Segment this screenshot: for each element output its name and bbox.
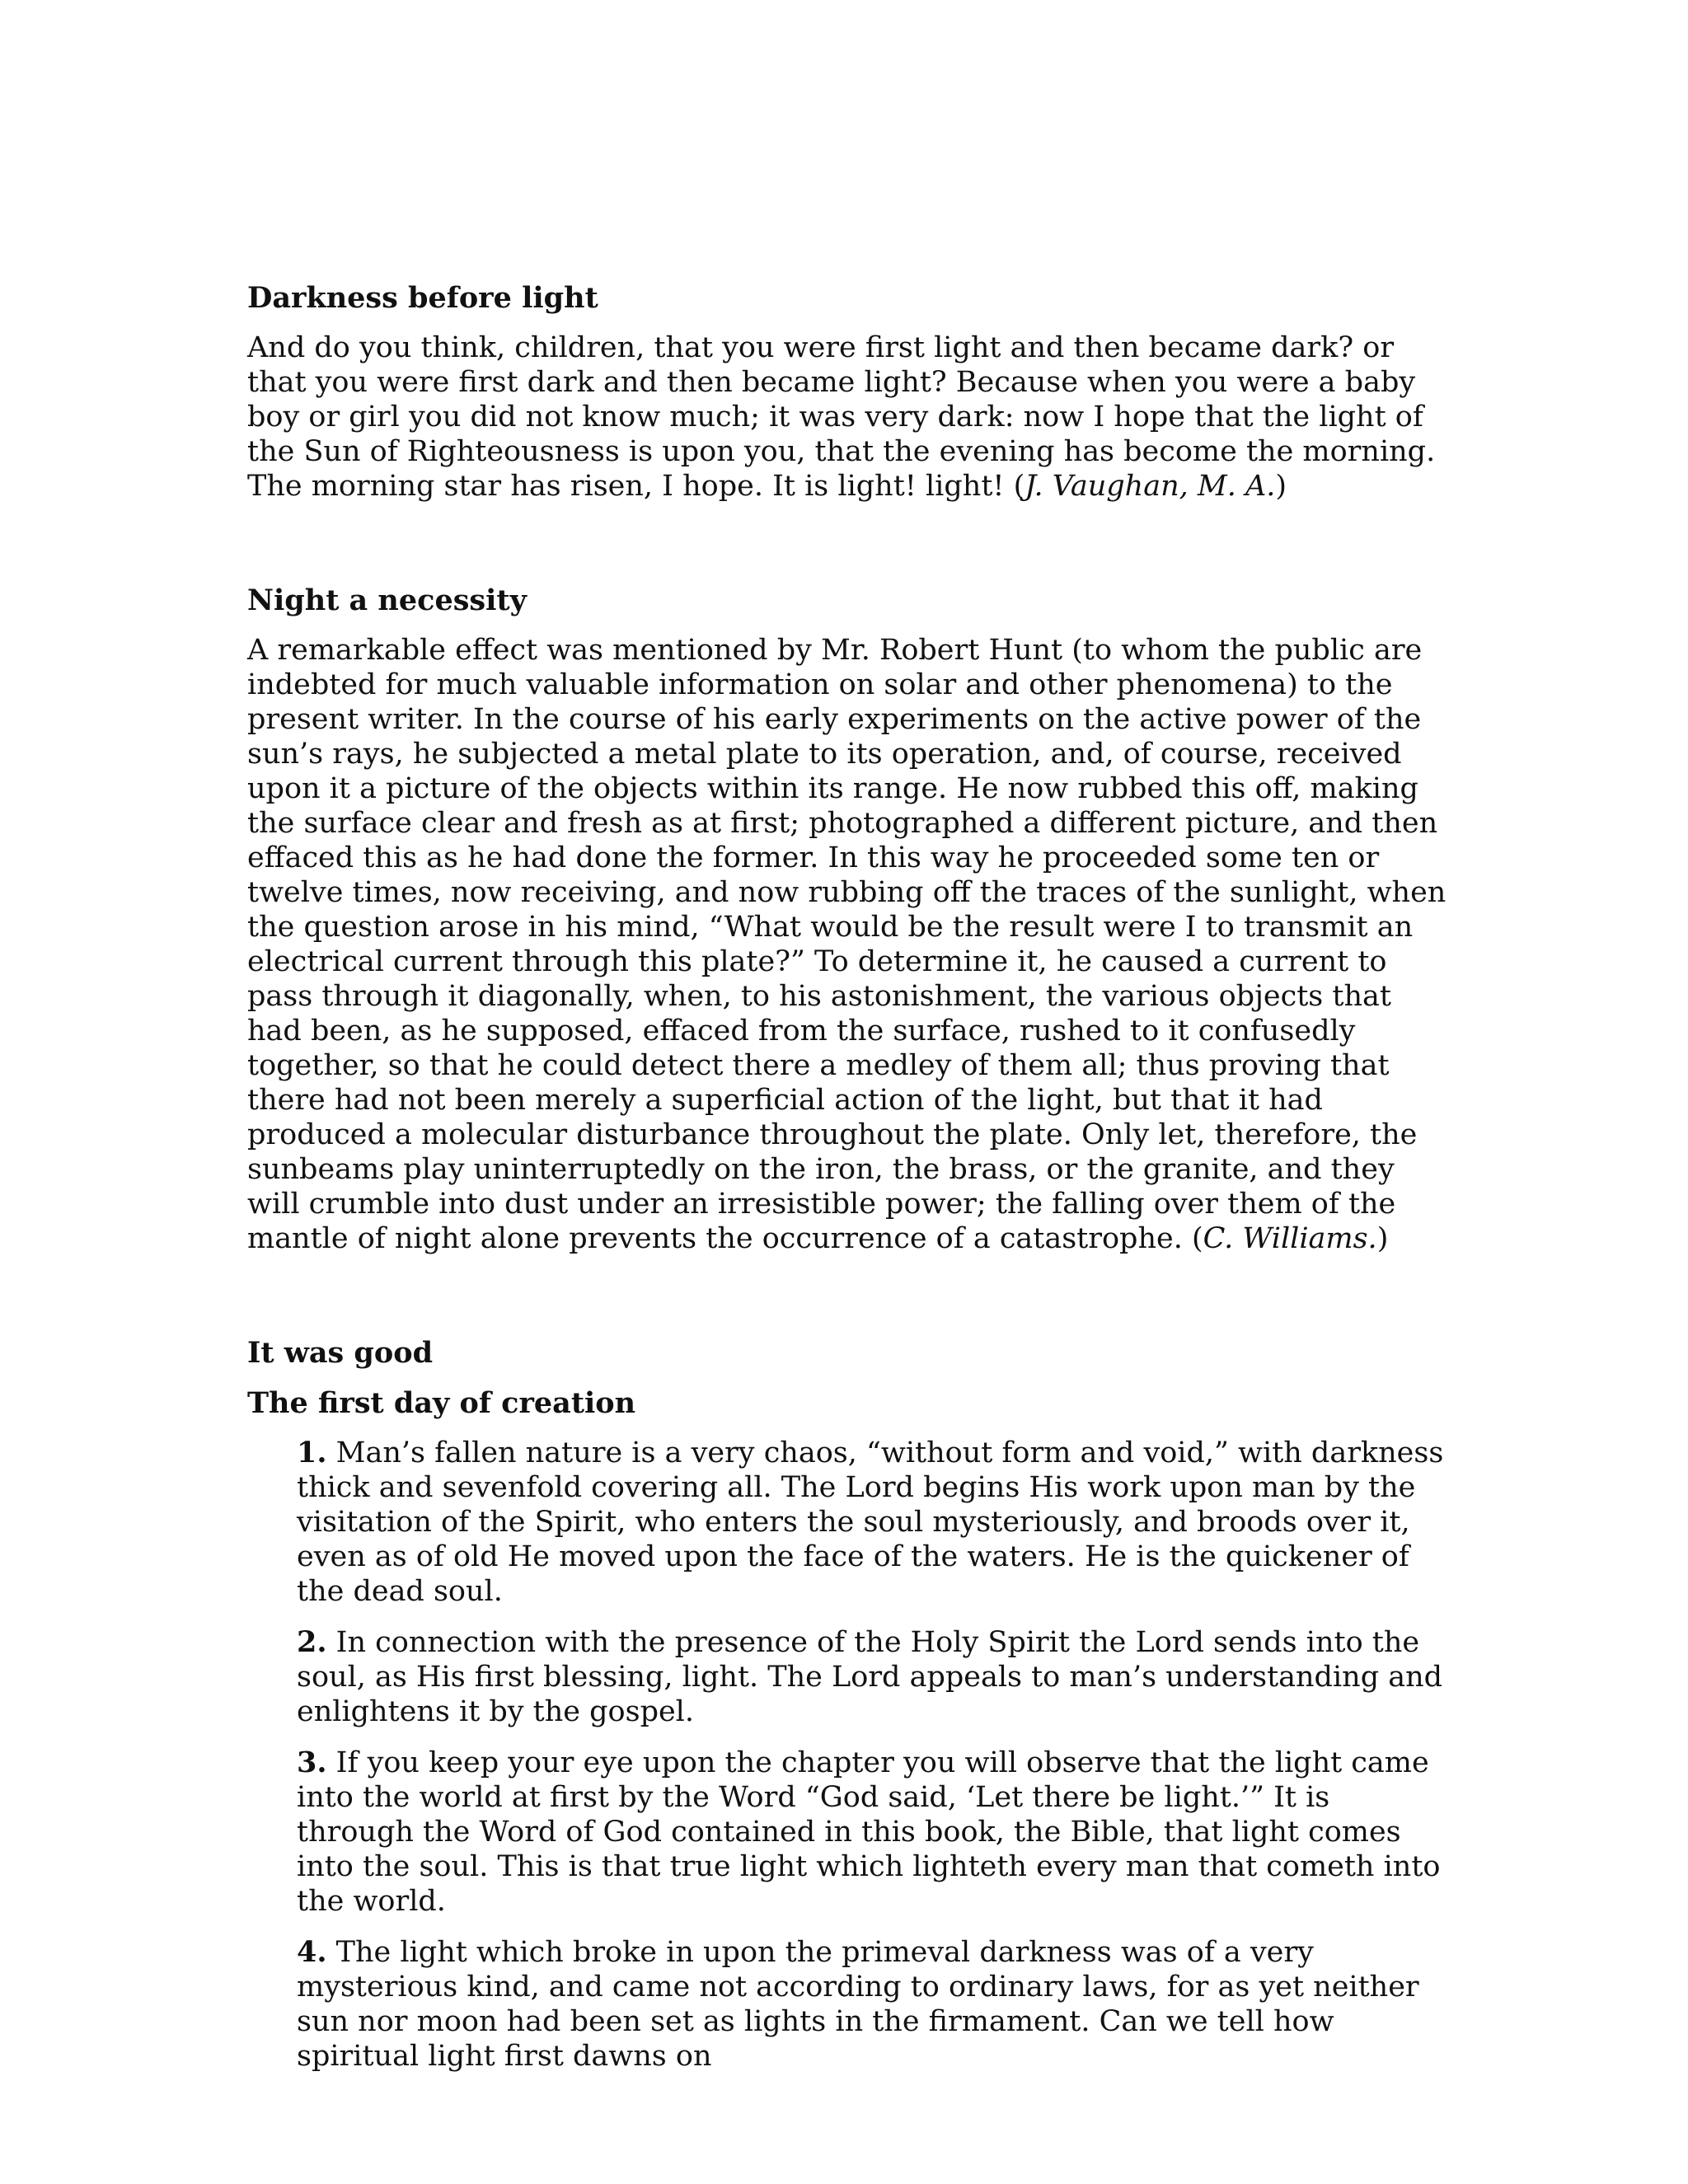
item-number: 2. bbox=[297, 1625, 327, 1659]
item-number: 4. bbox=[297, 1935, 327, 1969]
paragraph-text: And do you think, children, that you were first light and then became dark? or that you were first dark and then became light? Because when you were a baby boy or girl you did not know much; it was very dark: now I hope that the light of the Sun of Righteousness is upon you, that the evening has become the morning. The morning star has risen, I hope. It is light! light! ( bbox=[247, 331, 1436, 503]
section-spacer bbox=[247, 1256, 1451, 1335]
citation-close: ) bbox=[1376, 1222, 1389, 1255]
list-item bbox=[297, 1436, 1451, 1609]
section-paragraph-darkness-before-light bbox=[247, 330, 1451, 504]
section-heading-it-was-good: It was good bbox=[247, 1336, 434, 1370]
paragraph-text: A remarkable effect was mentioned by Mr. Robert Hunt (to whom the public are indebted for much valuable information on solar and other phenomena) to the present writer. In the course of his early experiments on the active power of the sun’s rays, he subjected a metal plate to its operation, and, of course, received upon it a picture of the objects within its range. He now rubbed this off, making the surface clear and fresh as at first; photographed a different picture, and then effaced this as he had done the former. In this way he proceeded some ten or twelve times, now receiving, and now rubbing off the traces of the sunlight, when the question arose in his mind, “What would be the result were I to transmit an electrical current through this plate?” To determine it, he caused a current to pass through it diagonally, when, to his astonishment, the various objects that had been, as he supposed, effaced from the surface, rushed to it confusedly together, so that he could detect there a medley of them all; thus proving that there had not been merely a superficial action of the light, but that it had produced a molecular disturbance throughout the plate. Only let, therefore, the sunbeams play uninterruptedly on the iron, the brass, or the granite, and they will crumble into dust under an irresistible power; the falling over them of the mantle of night alone prevents the occurrence of a catastrophe. ( bbox=[247, 634, 1447, 1255]
section-heading-darkness-before-light: Darkness before light bbox=[247, 281, 598, 315]
item-number: 3. bbox=[297, 1746, 327, 1779]
item-text: If you keep your eye upon the chapter you will observe that the light came into the world at first by the Word “God said, ‘Let there be light.’” It is through the Word of God contained in this book, the Bible, that light comes into the soul. This is that true light which lighteth every man that cometh into the world. bbox=[297, 1746, 1441, 1918]
citation-close: ) bbox=[1275, 470, 1287, 503]
section-spacer bbox=[247, 504, 1451, 583]
item-text: Man’s fallen nature is a very chaos, “without form and void,” with darkness thick and sevenfold covering all. The Lord begins His work upon man by the visitation of the Spirit, who enters the soul mysteriously, and broods over it, even as of old He moved upon the face of the waters. He is the quickener of the dead soul. bbox=[297, 1436, 1444, 1608]
subheading-first-day-of-creation: The first day of creation bbox=[247, 1386, 636, 1420]
item-text: The light which broke in upon the primeval darkness was of a very mysterious kind, and came not according to ordinary laws, for as yet neither sun nor moon had been set as lights in the firmament. Can we tell how spiritual light first dawns on bbox=[297, 1936, 1419, 2073]
item-text: In connection with the presence of the Holy Spirit the Lord sends into the soul, as His first blessing, light. The Lord appeals to man’s understanding and enlightens it by the gospel. bbox=[297, 1626, 1443, 1728]
list-item bbox=[297, 1746, 1451, 1919]
citation: C. Williams. bbox=[1203, 1222, 1377, 1255]
list-item bbox=[297, 1625, 1451, 1729]
list-item bbox=[297, 1935, 1451, 2074]
document-page bbox=[247, 280, 1451, 2090]
section-heading-night-a-necessity: Night a necessity bbox=[247, 583, 527, 617]
item-number: 1. bbox=[297, 1436, 327, 1469]
citation: J. Vaughan, M. A. bbox=[1025, 470, 1276, 503]
numbered-list bbox=[247, 1436, 1451, 2074]
section-paragraph-night-a-necessity bbox=[247, 633, 1451, 1256]
